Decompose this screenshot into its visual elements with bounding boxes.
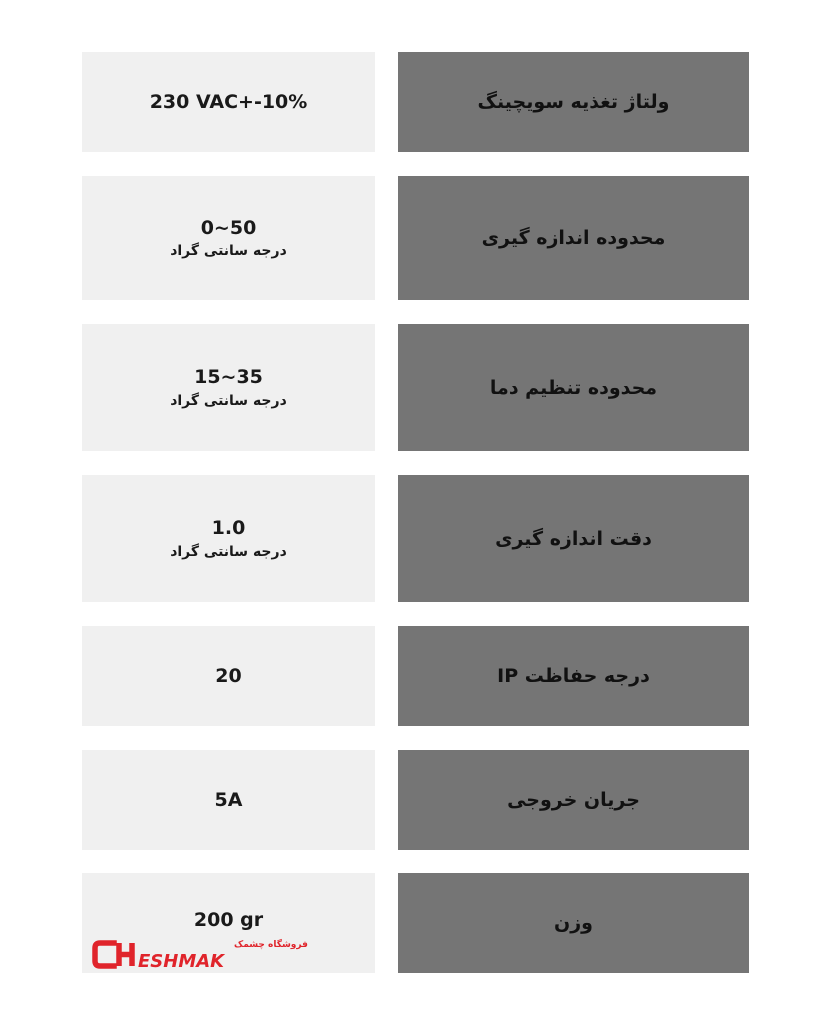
cheshmak-logo-mark (92, 934, 308, 972)
spec-label-cell (398, 52, 749, 152)
spec-value-cell (82, 475, 375, 602)
spec-label: درجه حفاظت IP (497, 665, 650, 687)
spec-value: 1.0 (211, 517, 246, 540)
spec-unit: درجه سانتی گراد (170, 243, 287, 260)
spec-value-cell (82, 626, 375, 726)
spec-value: 15~35 (194, 366, 263, 389)
spec-label: ولتاژ تغذیه سویچینگ (477, 91, 670, 113)
spec-label-cell (398, 176, 749, 300)
spec-label: وزن (554, 912, 593, 934)
spec-label-cell (398, 324, 749, 451)
spec-label: محدوده تنظیم دما (489, 376, 658, 399)
spec-label-cell (398, 750, 749, 850)
spec-label-cell (398, 475, 749, 602)
spec-label: محدوده اندازه گیری (481, 227, 666, 249)
logo-tagline-text: فروشگاه چشمک (234, 940, 308, 950)
spec-value: 230 VAC+-10% (149, 90, 308, 113)
spec-label-cell (398, 873, 749, 973)
spec-unit: درجه سانتی گراد (170, 392, 287, 409)
spec-value-cell (82, 750, 375, 850)
spec-value: 5A (214, 788, 243, 811)
spec-value-cell (82, 52, 375, 152)
spec-value: 200 gr (193, 909, 264, 931)
logo-brand-text: ESHMAK (138, 951, 225, 972)
spec-value-cell (82, 176, 375, 300)
spec-value: 0~50 (200, 216, 257, 239)
spec-label-cell (398, 626, 749, 726)
spec-label: جریان خروجی (507, 789, 640, 811)
spec-value: 20 (215, 664, 242, 687)
cheshmak-logo (92, 934, 308, 972)
spec-label: دقت اندازه گیری (495, 527, 652, 550)
spec-value-cell (82, 324, 375, 451)
spec-unit: درجه سانتی گراد (170, 543, 287, 560)
